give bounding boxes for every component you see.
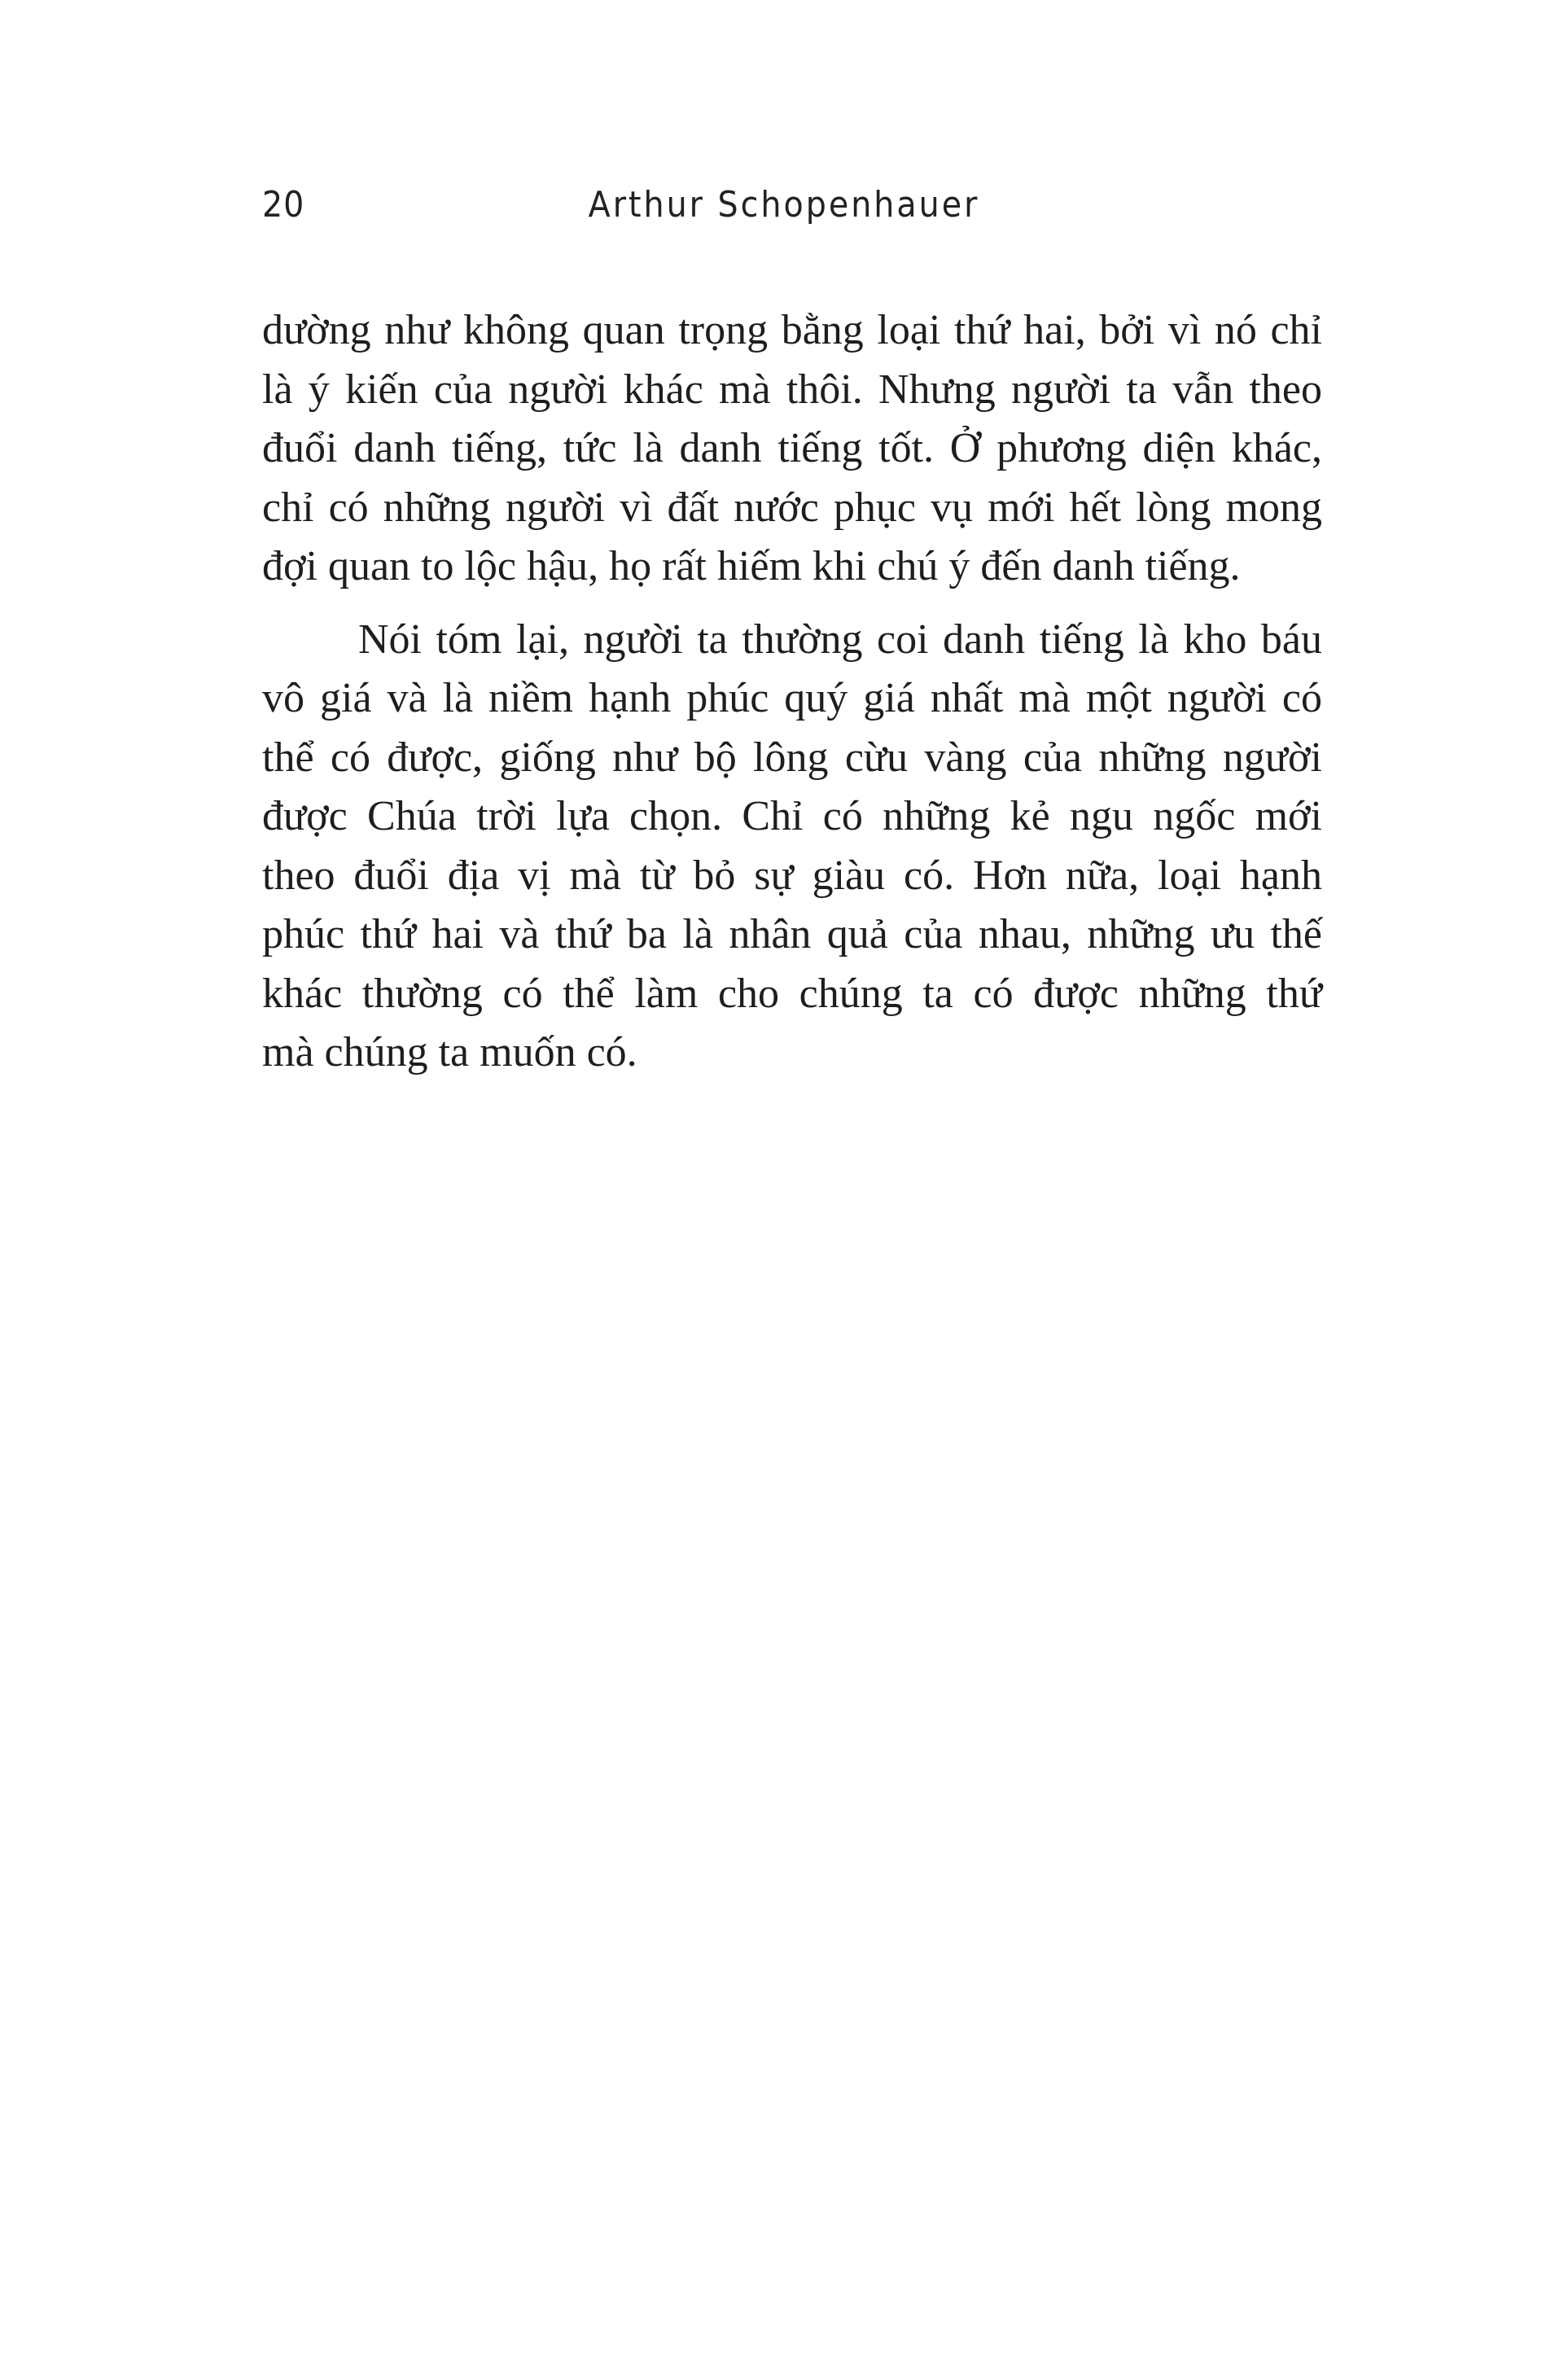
text-line: theo đuổi địa vị mà từ bỏ sự giàu có. Hơn nữa, loại hạnh	[262, 852, 1322, 899]
text-line: thể có được, giống như bộ lông cừu vàng của những người	[262, 734, 1322, 781]
text-line: khác thường có thể làm cho chúng ta có được những thứ	[262, 970, 1322, 1017]
text-line: dường như không quan trọng bằng loại thứ hai, bởi vì nó chỉ	[262, 307, 1322, 353]
paragraph-spacing	[262, 597, 1322, 611]
text-line: đuổi danh tiếng, tức là danh tiếng tốt. Ở phương diện khác,	[262, 425, 1322, 471]
text-line: phúc thứ hai và thứ ba là nhân quả của nhau, những ưu thế	[262, 911, 1322, 957]
text-line: được Chúa trời lựa chọn. Chỉ có những kẻ ngu ngốc mới	[262, 793, 1322, 839]
body-text	[262, 301, 1322, 1083]
text-line: mà chúng ta muốn có.	[262, 1029, 637, 1076]
paragraph-2	[262, 611, 1322, 1083]
text-line: Nói tóm lại, người ta thường coi danh tiếng là kho báu	[358, 616, 1322, 663]
paragraph-1	[262, 301, 1322, 597]
text-line: chỉ có những người vì đất nước phục vụ mới hết lòng mong	[262, 484, 1322, 531]
page-number: 20	[262, 184, 305, 226]
text-line: đợi quan to lộc hậu, họ rất hiếm khi chú ý đến danh tiếng.	[262, 543, 1241, 589]
text-line: vô giá và là niềm hạnh phúc quý giá nhất mà một người có	[262, 675, 1322, 721]
running-title: Arthur Schopenhauer	[588, 184, 980, 226]
text-line: là ý kiến của người khác mà thôi. Nhưng người ta vẫn theo	[262, 366, 1322, 413]
running-header	[262, 181, 1306, 230]
